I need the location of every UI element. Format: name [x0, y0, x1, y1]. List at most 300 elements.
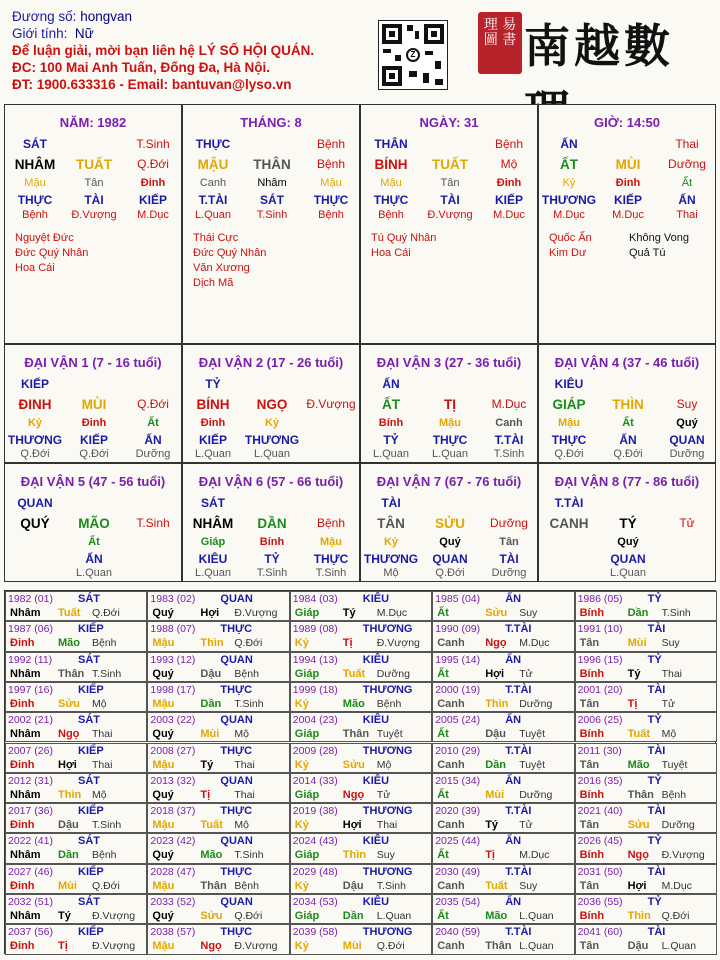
year-state: Tuyệt: [661, 758, 688, 771]
pillar-cell: T.Sinh: [256, 209, 288, 221]
year-state: L.Quan: [519, 910, 554, 922]
dai-van-chi: MÃO: [78, 516, 110, 531]
year-can: Bính: [579, 728, 605, 741]
year-cell[interactable]: [290, 682, 432, 712]
year-cell[interactable]: [575, 621, 717, 651]
year-chi: Mão: [58, 637, 80, 650]
year-god: ẤN: [505, 714, 522, 727]
pillar-row: [183, 209, 359, 225]
year-state: Tuyệt: [519, 758, 546, 771]
year-state: T.Sinh: [661, 607, 691, 619]
year-label: 1987 (06): [8, 623, 53, 636]
year-cell[interactable]: [575, 591, 717, 621]
pillar-row: [183, 193, 359, 209]
year-state: M.Dục: [519, 849, 550, 862]
year-god: QUAN: [220, 653, 253, 666]
dai-van-chi: DẦN: [257, 516, 287, 531]
year-cell[interactable]: [290, 621, 432, 651]
year-state: Bệnh: [92, 637, 117, 650]
year-can: Bính: [579, 849, 605, 862]
dai-van-row: [539, 567, 715, 583]
year-state: Q.Đới: [234, 910, 263, 922]
gender-value: Nữ: [74, 26, 94, 41]
year-can: Nhâm: [10, 728, 41, 741]
year-can: Tân: [579, 697, 600, 710]
dai-van-row: [5, 536, 181, 552]
pillar-row: [539, 177, 715, 193]
dai-van-row: [539, 516, 715, 532]
year-cell[interactable]: [5, 682, 147, 712]
dai-van-row: [539, 433, 715, 449]
year-label: 2036 (55): [577, 896, 623, 908]
year-chi: Mùi: [342, 940, 362, 953]
year-state: Tử: [376, 788, 391, 801]
year-cell[interactable]: [147, 682, 289, 712]
dai-van-row: [539, 417, 715, 433]
hidden-state: L.Quan: [431, 448, 469, 460]
year-cell[interactable]: [147, 864, 289, 894]
year-god: THỰC: [220, 805, 253, 818]
hidden-state: Q.Đới: [435, 567, 465, 579]
pillar-cell: NHÂM: [14, 157, 56, 172]
pillar-cell: Bệnh: [316, 157, 346, 171]
year-cell[interactable]: [147, 591, 289, 621]
pillar-cell: Thai: [675, 137, 699, 151]
year-cell[interactable]: [147, 743, 289, 773]
year-can: Quý: [152, 667, 174, 680]
hidden-god: ẤN: [619, 433, 637, 447]
year-label: 2002 (21): [8, 714, 53, 727]
year-god: KIÊU: [362, 714, 390, 727]
pillar-cell: Đinh: [615, 177, 641, 189]
year-state: Q.Đới: [234, 637, 263, 650]
year-can: Tân: [579, 940, 600, 953]
star-item: Đức Quý Nhân: [193, 247, 267, 259]
year-chi: Hợi: [485, 667, 505, 680]
hidden-god: TỶ: [383, 433, 399, 447]
year-chi: Hợi: [342, 819, 362, 832]
dai-van-row: [539, 397, 715, 413]
year-state: Thai: [376, 819, 398, 832]
dai-van-can: ẤT: [382, 397, 400, 412]
year-god: THƯƠNG: [362, 865, 413, 878]
dai-van-row: [183, 397, 359, 413]
dai-van-row: [5, 397, 181, 413]
year-state: Dưỡng: [519, 697, 553, 710]
year-label: 1986 (05): [577, 593, 623, 605]
dai-van-god: SÁT: [201, 496, 225, 510]
year-cell[interactable]: [5, 591, 147, 621]
year-cell[interactable]: [432, 712, 574, 742]
year-can: Nhâm: [10, 788, 41, 801]
pillar-row: [5, 209, 181, 225]
year-god: KIẾP: [78, 623, 104, 636]
year-chi: Ngọ: [58, 728, 80, 741]
year-cell[interactable]: [290, 743, 432, 773]
hidden-god: ẤN: [85, 552, 103, 566]
seal-stamp: 理 易 圖 書: [478, 12, 522, 74]
pillar-cell: Q.Đới: [137, 157, 169, 171]
pillar-box: [182, 104, 360, 344]
year-cell[interactable]: [5, 803, 147, 833]
year-label: 1997 (16): [8, 683, 53, 696]
hidden-stem: Giáp: [200, 536, 226, 548]
year-state: Mộ: [376, 758, 392, 771]
year-can: Mậu: [152, 697, 175, 710]
dai-van-row: [5, 377, 181, 393]
dai-van-row: [5, 448, 181, 464]
year-god: ẤN: [505, 593, 522, 605]
year-cell[interactable]: [575, 773, 717, 803]
year-cell[interactable]: [432, 621, 574, 651]
year-state: Suy: [519, 879, 538, 892]
pillar-cell: THƯƠNG: [541, 193, 597, 207]
year-can: Đinh: [10, 758, 35, 771]
pillar-cell: TUẤT: [76, 157, 112, 172]
year-label: 1990 (09): [435, 623, 481, 636]
year-can: Kỷ: [294, 697, 309, 710]
year-cell[interactable]: [290, 924, 432, 954]
year-label: 2035 (54): [435, 896, 481, 908]
year-label: 2026 (45): [577, 835, 623, 848]
brand-title: 南越數: [524, 19, 674, 73]
year-chi: Thân: [485, 940, 512, 953]
year-cell[interactable]: [575, 924, 717, 954]
hidden-state: Q.Đới: [554, 448, 584, 460]
hidden-stem: Bính: [378, 417, 404, 429]
year-can: Đinh: [10, 637, 35, 650]
year-cell[interactable]: [5, 864, 147, 894]
year-cell[interactable]: [147, 712, 289, 742]
hidden-stem: Bính: [259, 536, 285, 548]
year-can: Tân: [579, 637, 600, 650]
year-cell[interactable]: [290, 712, 432, 742]
dai-van-god: ẤN: [382, 377, 400, 391]
dai-van-row: [361, 397, 537, 413]
year-can: Đinh: [10, 940, 35, 953]
year-chi: Thìn: [342, 849, 367, 862]
year-state: Thai: [92, 728, 113, 741]
pillar-row: [5, 137, 181, 153]
dai-van-can: ĐINH: [18, 397, 52, 412]
pillar-cell: Bệnh: [22, 209, 48, 221]
year-state: M.Dục: [376, 607, 408, 619]
year-label: 2032 (51): [8, 896, 53, 908]
dai-van-box: [538, 463, 716, 582]
year-god: QUAN: [220, 714, 253, 727]
phone-email-line[interactable]: ĐT: 1900.633316 - Email: bantuvan@lyso.vn: [12, 77, 292, 92]
year-cell[interactable]: [432, 924, 574, 954]
year-state: Suy: [661, 637, 680, 650]
year-label: 2013 (32): [150, 774, 196, 787]
year-cell[interactable]: [432, 864, 574, 894]
hidden-god: THỰC: [551, 433, 587, 447]
pillar-row: [5, 157, 181, 173]
dai-van-row: [539, 496, 715, 512]
year-god: T.TÀI: [505, 805, 532, 818]
pillar-cell: ẤN: [560, 137, 578, 151]
pillar-row: [361, 177, 537, 193]
year-can: Bính: [579, 910, 605, 922]
hidden-state: L.Quan: [194, 448, 232, 460]
qr-center-icon: Z: [406, 48, 420, 62]
year-cell[interactable]: [575, 803, 717, 833]
year-label: 1998 (17): [150, 683, 196, 696]
hidden-state: L.Quan: [609, 567, 647, 579]
year-god: TÀI: [647, 926, 666, 939]
year-label: 2025 (44): [435, 835, 481, 848]
hidden-stem: Quý: [439, 536, 461, 548]
year-label: 1983 (02): [150, 593, 196, 605]
year-cell[interactable]: [432, 894, 574, 924]
year-can: Giáp: [294, 607, 320, 619]
year-label: 2017 (36): [8, 805, 53, 818]
year-can: Đinh: [10, 819, 35, 832]
year-label: 2000 (19): [435, 683, 481, 696]
year-god: QUAN: [220, 593, 253, 605]
year-state: Dưỡng: [376, 667, 410, 680]
dai-van-title: ĐẠI VẬN 4 (37 - 46 tuổi): [554, 355, 700, 370]
year-state: Mộ: [234, 728, 249, 741]
year-label: 2029 (48): [292, 865, 338, 878]
dai-van-box: [538, 344, 716, 463]
year-cell[interactable]: [147, 621, 289, 651]
year-state: T.Sinh: [92, 819, 122, 832]
pillar-row: [183, 137, 359, 153]
hidden-stem: Ất: [622, 417, 634, 429]
year-label: 2033 (52): [150, 896, 196, 908]
year-label: 1985 (04): [435, 593, 481, 605]
hidden-stem: Tân: [499, 536, 519, 548]
year-cell[interactable]: [575, 864, 717, 894]
pillar-row: [183, 157, 359, 173]
hidden-stem: Ất: [147, 417, 159, 429]
hidden-state: L.Quan: [253, 448, 291, 460]
pillar-box: [538, 104, 716, 344]
year-label: 2027 (46): [8, 865, 53, 878]
year-cell[interactable]: [5, 894, 147, 924]
pillar-cell: Kỷ: [562, 177, 576, 189]
year-state: Dưỡng: [519, 788, 553, 801]
star-item: Văn Xương: [193, 262, 250, 274]
pillar-cell: BÍNH: [374, 157, 408, 172]
year-god: KIẾP: [78, 683, 104, 696]
pillar-cell: THỰC: [195, 137, 231, 151]
year-label: 2010 (29): [435, 744, 481, 757]
hidden-stem: Quý: [676, 417, 698, 429]
year-god: QUAN: [220, 835, 253, 848]
year-cell[interactable]: [147, 894, 289, 924]
year-can: Canh: [437, 819, 465, 832]
year-chi: Mùi: [485, 788, 505, 801]
year-cell[interactable]: [147, 773, 289, 803]
year-label: 2019 (38): [292, 805, 338, 818]
year-god: TỶ: [647, 714, 662, 727]
year-label: 1999 (18): [292, 683, 338, 696]
year-cell[interactable]: [290, 591, 432, 621]
pillar-stars: [371, 231, 531, 261]
hidden-state: Dưỡng: [135, 448, 171, 460]
owner-label: Đương số:: [12, 9, 77, 24]
pillar-cell: KIẾP: [138, 193, 167, 207]
dai-van-can: NHÂM: [192, 516, 234, 531]
year-state: T.Sinh: [234, 849, 264, 862]
year-cell[interactable]: [575, 743, 717, 773]
year-god: KIẾP: [78, 805, 104, 818]
pillar-stars: [15, 231, 175, 276]
pillar-title: NĂM: 1982: [59, 115, 127, 130]
hidden-god: ẤN: [144, 433, 162, 447]
year-cell[interactable]: [147, 833, 289, 863]
year-chi: Dần: [200, 697, 222, 710]
year-label: 2037 (56): [8, 926, 53, 939]
year-god: TỶ: [647, 653, 662, 666]
year-cell[interactable]: [147, 652, 289, 682]
dai-van-god: QUAN: [17, 496, 53, 510]
hidden-god: T.TÀI: [494, 433, 524, 447]
year-cell[interactable]: [432, 652, 574, 682]
dai-van-can: BÍNH: [196, 397, 230, 412]
year-can: Mậu: [152, 819, 175, 832]
hidden-state: T.Sinh: [256, 567, 288, 579]
year-cell[interactable]: [575, 682, 717, 712]
pillar-cell: TÀI: [440, 193, 460, 207]
year-cell[interactable]: [5, 712, 147, 742]
star-item: Kim Dư: [549, 247, 587, 259]
year-cell[interactable]: [290, 864, 432, 894]
dai-van-row: [539, 536, 715, 552]
year-god: SÁT: [78, 835, 100, 848]
year-cell[interactable]: [147, 924, 289, 954]
year-chi: Hợi: [58, 758, 77, 771]
year-can: Kỷ: [294, 637, 309, 650]
star-item: Không Vong: [629, 232, 689, 244]
year-cell[interactable]: [5, 833, 147, 863]
pillar-cell: Đinh: [140, 177, 166, 189]
year-can: Bính: [579, 788, 605, 801]
year-label: 1996 (15): [577, 653, 623, 666]
year-state: Tử: [519, 819, 533, 832]
year-cell[interactable]: [290, 894, 432, 924]
year-chi: Sửu: [485, 607, 508, 619]
year-god: THỰC: [220, 926, 253, 939]
year-label: 2006 (25): [577, 714, 623, 727]
year-cell[interactable]: [5, 621, 147, 651]
year-cell[interactable]: [432, 682, 574, 712]
star-item: Quốc Ấn: [549, 232, 592, 244]
hidden-state: Q.Đới: [79, 448, 109, 460]
year-cell[interactable]: [290, 652, 432, 682]
year-state: Q.Đới: [92, 879, 120, 892]
year-chi: Dần: [485, 758, 506, 771]
qr-code[interactable]: [378, 20, 448, 90]
year-god: QUAN: [220, 774, 253, 787]
dai-van-row: [361, 536, 537, 552]
dai-van-state: T.Sinh: [136, 516, 170, 530]
year-chi: Dần: [342, 910, 364, 922]
pillar-cell: Bệnh: [494, 137, 524, 151]
year-state: Q.Đới: [92, 607, 120, 619]
year-god: TỶ: [647, 774, 662, 787]
pillar-cell: ẤT: [560, 157, 578, 172]
dai-van-can: CANH: [549, 516, 589, 531]
year-cell[interactable]: [5, 773, 147, 803]
hidden-god: QUAN: [669, 433, 705, 447]
year-can: Quý: [152, 849, 174, 862]
year-cell[interactable]: [5, 743, 147, 773]
pillar-row: [361, 137, 537, 153]
dai-van-row: [5, 516, 181, 532]
year-cell[interactable]: [575, 652, 717, 682]
year-state: T.Sinh: [92, 667, 122, 680]
gender-label: Giới tính:: [12, 26, 68, 41]
year-label: 2005 (24): [435, 714, 481, 727]
dai-van-row: [539, 377, 715, 393]
pillar-cell: Đinh: [496, 177, 522, 189]
hidden-god: THỰC: [432, 433, 468, 447]
year-god: TÀI: [647, 623, 666, 636]
year-cell[interactable]: [290, 803, 432, 833]
pillar-cell: Mậu: [24, 177, 46, 189]
year-label: 2011 (30): [577, 744, 622, 757]
dai-van-row: [361, 448, 537, 464]
hidden-state: T.Sinh: [493, 448, 525, 460]
year-cell[interactable]: [575, 833, 717, 863]
year-label: 2030 (49): [435, 865, 481, 878]
year-can: Canh: [437, 758, 465, 771]
year-label: 1984 (03): [292, 593, 338, 605]
year-cell[interactable]: [432, 591, 574, 621]
year-cell[interactable]: [432, 833, 574, 863]
year-god: QUAN: [220, 896, 253, 908]
year-label: 1989 (08): [292, 623, 338, 636]
year-cell[interactable]: [432, 743, 574, 773]
year-god: THƯƠNG: [362, 926, 413, 939]
year-cell[interactable]: [575, 712, 717, 742]
year-cell[interactable]: [5, 652, 147, 682]
year-cell[interactable]: [5, 924, 147, 954]
dai-van-row: [539, 552, 715, 568]
year-chi: Dậu: [200, 667, 222, 680]
year-chi: Mão: [200, 849, 223, 862]
dai-van-row: [183, 536, 359, 552]
year-chi: Dậu: [58, 819, 79, 832]
dai-van-row: [183, 433, 359, 449]
year-can: Ất: [437, 728, 449, 741]
year-label: 2014 (33): [292, 774, 338, 787]
year-cell[interactable]: [290, 833, 432, 863]
year-cell[interactable]: [147, 803, 289, 833]
year-cell[interactable]: [432, 803, 574, 833]
year-chi: Ngọ: [627, 849, 649, 862]
year-state: Q.Đới: [376, 940, 405, 953]
year-label: 2038 (57): [150, 926, 196, 939]
year-cell[interactable]: [290, 773, 432, 803]
pillar-cell: T.Sinh: [136, 137, 170, 151]
year-state: Đ.Vượng: [234, 607, 278, 619]
dai-van-title: ĐẠI VẬN 6 (57 - 66 tuổi): [198, 474, 344, 489]
pillar-cell: Bệnh: [318, 209, 344, 221]
year-state: Tuyệt: [519, 728, 546, 741]
year-god: TÀI: [647, 865, 666, 878]
year-cell[interactable]: [432, 773, 574, 803]
year-cell[interactable]: [575, 894, 717, 924]
hidden-state: L.Quan: [75, 567, 113, 579]
year-chi: Sửu: [200, 910, 223, 922]
year-label: 2024 (43): [292, 835, 338, 848]
hidden-stem: Kỷ: [383, 536, 399, 548]
dai-van-title: ĐẠI VẬN 5 (47 - 56 tuổi): [20, 474, 166, 489]
